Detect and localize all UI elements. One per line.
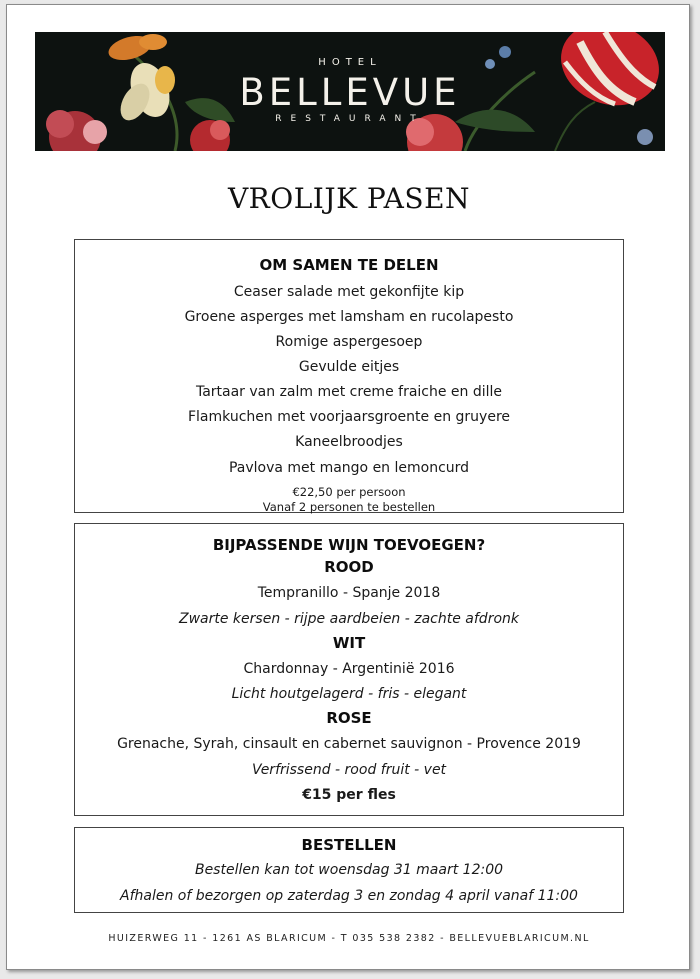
wine-heading: BIJPASSENDE WIJN TOEVOEGEN? xyxy=(212,536,486,554)
header-banner xyxy=(35,32,665,151)
wine-rose-notes: Verfrissend - rood fruit - vet xyxy=(251,762,447,778)
wine-rose-label: ROSE xyxy=(326,709,372,727)
logo-restaurant-text: RESTAURANT xyxy=(275,114,425,124)
wine-red-label: ROOD xyxy=(324,558,374,576)
share-menu-box xyxy=(74,239,624,513)
logo-hotel-text: HOTEL xyxy=(318,57,382,68)
order-heading: BESTELLEN xyxy=(301,836,397,854)
wine-white-notes: Licht houtgelagerd - fris - elegant xyxy=(231,686,467,702)
order-pickup: Afhalen of bezorgen op zaterdag 3 en zondag 4 april vanaf 11:00 xyxy=(120,888,578,904)
share-item: Ceaser salade met gekonfijte kip xyxy=(233,284,465,300)
wine-rose-name: Grenache, Syrah, cinsault en cabernet sauvignon - Provence 2019 xyxy=(117,736,581,752)
order-box xyxy=(74,827,624,913)
share-heading: OM SAMEN TE DELEN xyxy=(259,256,439,274)
wine-white-name: Chardonnay - Argentinië 2016 xyxy=(243,661,455,677)
share-item: Tartaar van zalm met creme fraiche en dille xyxy=(195,384,503,400)
wine-red-notes: Zwarte kersen - rijpe aardbeien - zachte afdronk xyxy=(179,611,519,627)
share-note: Vanaf 2 personen te bestellen xyxy=(262,500,436,514)
wine-price: €15 per fles xyxy=(302,787,396,803)
share-price: €22,50 per persoon xyxy=(292,485,406,499)
wine-white-label: WIT xyxy=(332,634,366,652)
logo-name: BELLEVUE xyxy=(239,71,461,114)
page-title: VROLIJK PASEN xyxy=(227,182,471,215)
share-item: Flamkuchen met voorjaarsgroente en gruyere xyxy=(187,409,511,425)
wine-box xyxy=(74,523,624,816)
share-item: Gevulde eitjes xyxy=(298,359,400,375)
wine-red-name: Tempranillo - Spanje 2018 xyxy=(257,585,441,601)
menu-page xyxy=(6,4,690,970)
order-deadline: Bestellen kan tot woensdag 31 maart 12:00 xyxy=(194,862,504,878)
share-item: Pavlova met mango en lemoncurd xyxy=(228,460,470,476)
share-item: Kaneelbroodjes xyxy=(295,434,403,450)
share-item: Groene asperges met lamsham en rucolapesto xyxy=(184,309,514,325)
address-footer: HUIZERWEG 11 - 1261 AS BLARICUM - T 035 538 2382 - BELLEVUEBLARICUM.NL xyxy=(108,933,590,944)
share-item: Romige aspergesoep xyxy=(275,334,423,350)
hotel-logo xyxy=(35,32,665,151)
